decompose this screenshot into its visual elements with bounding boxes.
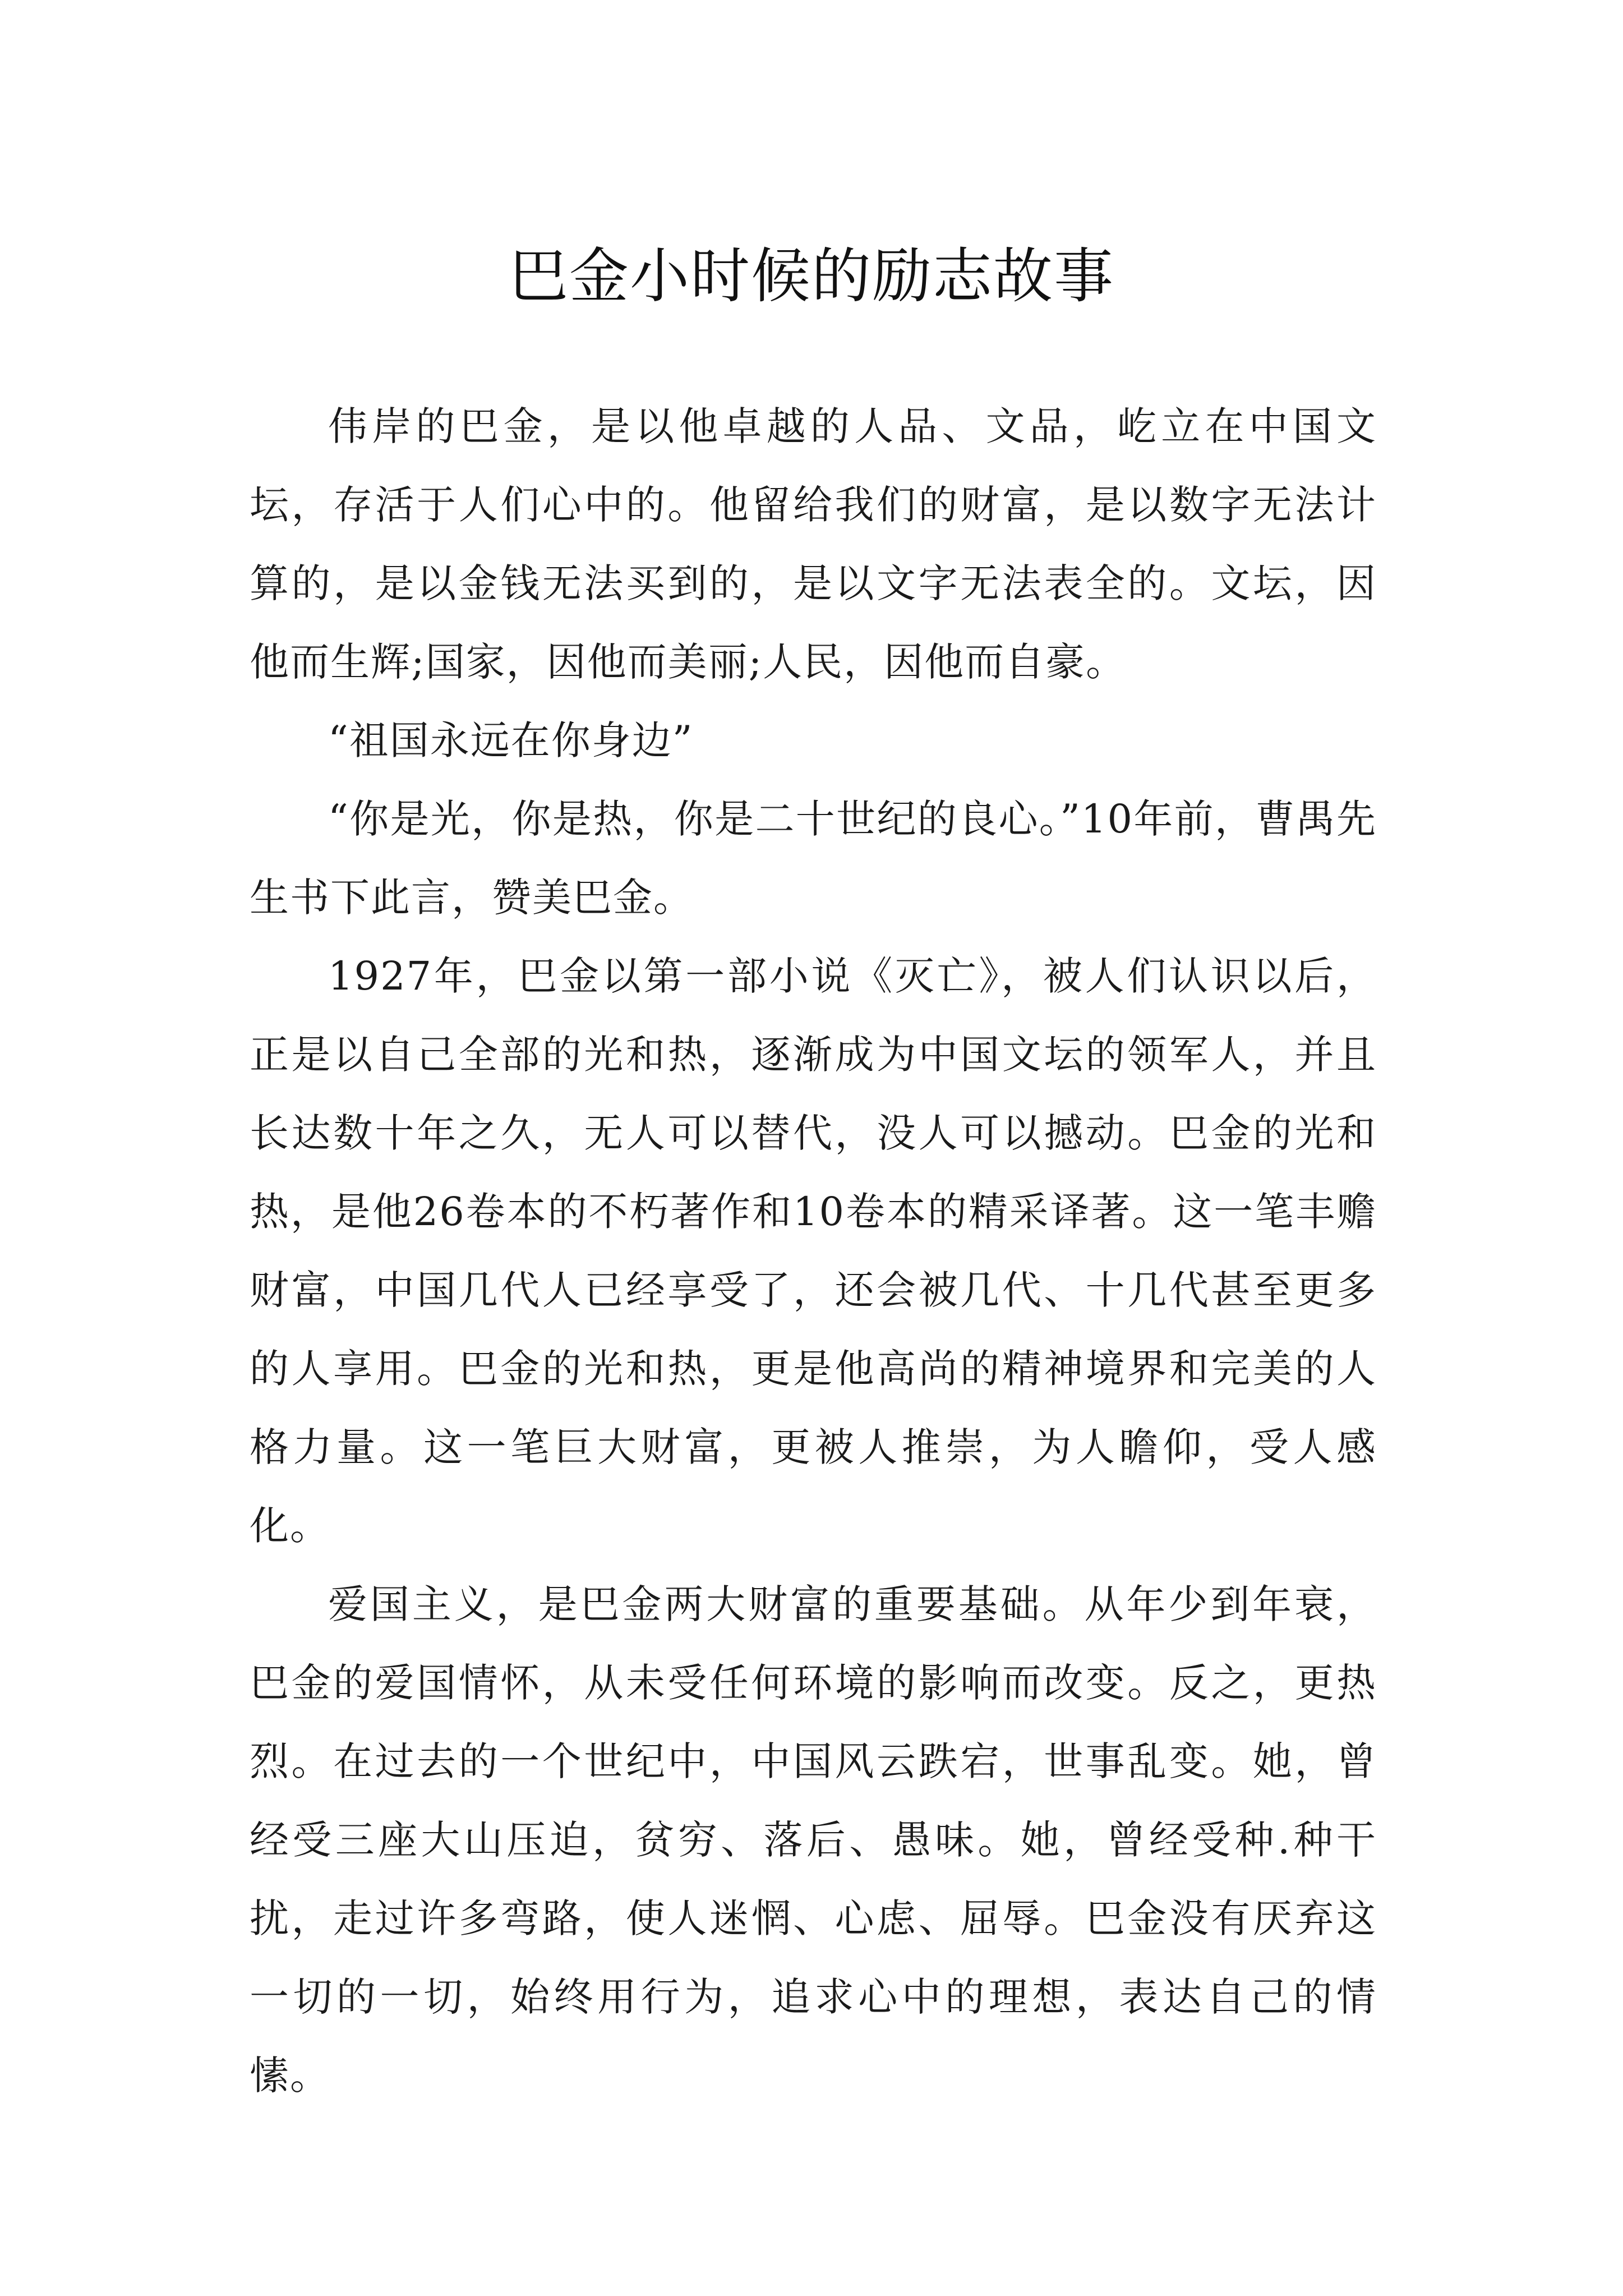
document-body: [250, 387, 1377, 2115]
paragraph: 爱国主义，是巴金两大财富的重要基础。从年少到年衰，巴金的爱国情怀，从未受任何环境的影响而改变。反之，更热烈。在过去的一个世纪中，中国风云跌宕，世事乱变。她，曾经受三座大山压迫，贫穷、落后、愚味。她，曾经受种.种干扰，走过许多弯路，使人迷惘、心虑、屈辱。巴金没有厌弃这一切的一切，始终用行为，追求心中的理想，表达自己的情愫。: [250, 1581, 1377, 2099]
paragraph: “你是光，你是热，你是二十世纪的良心。”10年前，曹禺先生书下此言，赞美巴金。: [250, 796, 1377, 921]
paragraph: 1927年，巴金以第一部小说《灭亡》，被人们认识以后，正是以自己全部的光和热，逐渐成为中国文坛的领军人，并且长达数十年之久，无人可以替代，没人可以撼动。巴金的光和热，是他26卷本的不朽著作和10卷本的精采译著。这一笔丰赡财富，中国几代人已经享受了，还会被几代、十几代甚至更多的人享用。巴金的光和热，更是他高尚的精神境界和完美的人格力量。这一笔巨大财富，更被人推崇，为人瞻仰，受人感化。: [250, 953, 1377, 1549]
paragraph: “祖国永远在你身边”: [328, 717, 694, 763]
document-title: 巴金小时候的励志故事: [509, 242, 1114, 311]
paragraph: 伟岸的巴金，是以他卓越的人品、文品，屹立在中国文坛，存活于人们心中的。他留给我们的财富，是以数字无法计算的，是以金钱无法买到的，是以文字无法表全的。文坛，因他而生辉;国家，因他而美丽;人民，因他而自豪。: [250, 403, 1377, 685]
